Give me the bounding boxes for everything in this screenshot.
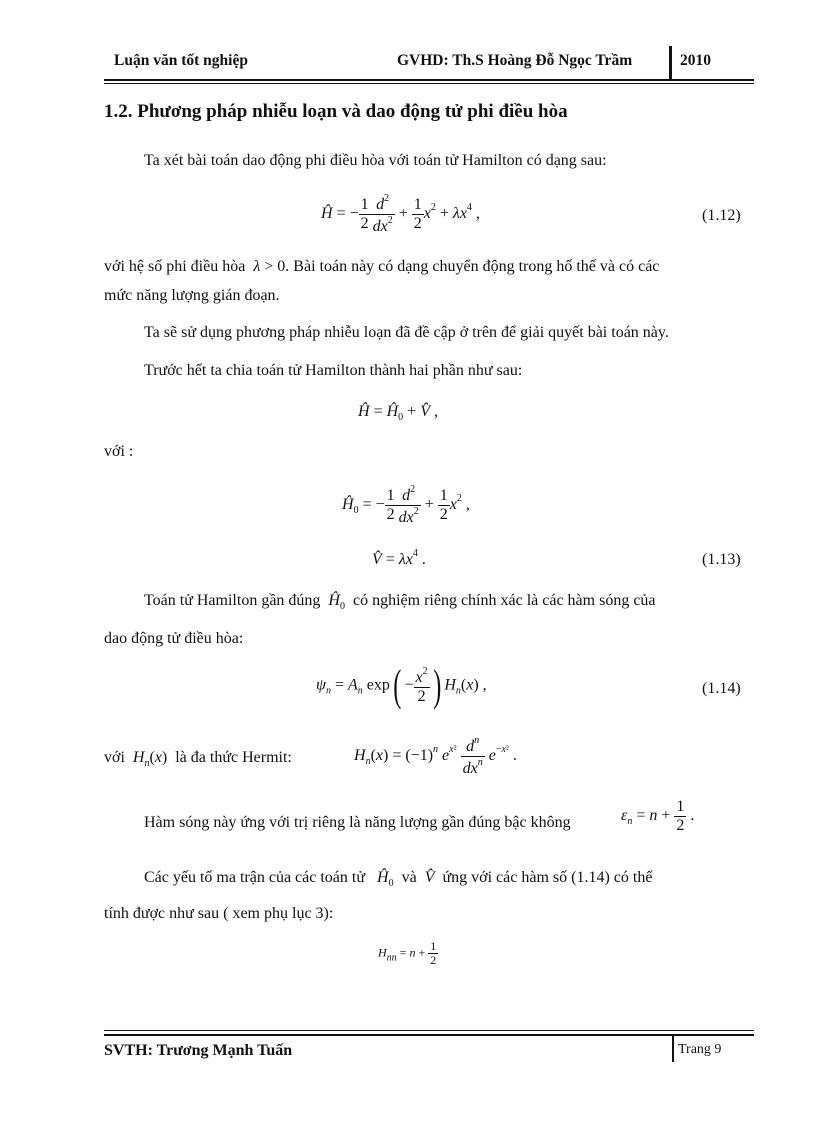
equation-number-1-13: (1.13) [702,551,741,568]
paragraph-harmonic-text-b: có nghiệm riêng chính xác là các hàm sóng của [352,592,656,609]
footer-rule [104,1034,754,1036]
paragraph-matrix-text-c: ứng với các hàm số (1.14) có thể [442,869,653,886]
paragraph-anharmonic-text-a: với hệ số phi điều hòa [104,258,246,275]
equation-hermite-polynomial: $H_n(x) = (-1)^n$ $e^{x^2}$ $\frac{d^n}{dx^n}$ $e^{-x^2}$ . [354,735,517,777]
header-separator [669,46,672,80]
paragraph-anharmonic: với hệ số phi điều hòa λ > 0. Bài toán này có dạng chuyển động trong hố thế và có các [104,258,660,275]
footer-page-number: Trang 9 [678,1042,722,1057]
paragraph-harmonic: Toán tử Hamilton gần đúng $Ĥ_0$ có nghiệm riêng chính xác là các hàm sóng của [144,592,656,612]
equation-split: Ĥ = $Ĥ_0$ + V̂ , [358,403,438,423]
equation-matrix-element: $H_{nn} = n$ + $\frac{1}{2}$ [378,939,437,968]
footer-author: SVTH: Trương Mạnh Tuấn [104,1042,293,1059]
equation-eigenvalue: $\varepsilon_n = n$ + $\frac{1}{2}$ . [621,798,695,834]
equation-h0: $Ĥ_0$ = − $\frac{1}{2}$ $\frac{d^2}{dx^2}$ + $\frac{1}{2}$ $x^2$ , [342,484,470,526]
paragraph-harmonic-cont: dao động tử điều hòa: [104,630,244,647]
equation-number-1-12: (1.12) [702,207,741,224]
paragraph-hermite: với $H_n(x)$ là đa thức Hermit: [104,749,292,769]
equation-1-13: V̂ = $\lambda x^4$ . [372,548,426,568]
equation-1-14: $\psi_n = A_n$ exp( − $\frac{x^2}{2}$ ) $H_n(x)$ , [316,661,487,710]
header-rule-thin [104,83,754,84]
footer-rule-thin [104,1030,754,1031]
section-title: 1.2. Phương pháp nhiễu loạn và dao động tử phi điều hòa [104,101,568,122]
paragraph-method: Ta sẽ sử dụng phương pháp nhiễu loạn đã đề cập ở trên để giải quyết bài toán này. [144,324,669,341]
paragraph-anharmonic-text-b: . Bài toán này có dạng chuyển động trong hố thế và có các [285,258,660,275]
paragraph-split: Trước hết ta chia toán tử Hamilton thành hai phần như sau: [144,362,523,379]
paragraph-anharmonic-cont: mức năng lượng gián đoạn. [104,287,280,304]
paragraph-hermite-text-b: là đa thức Hermit: [175,749,292,766]
header-thesis-label: Luận văn tốt nghiệp [114,52,248,69]
footer-separator [672,1034,674,1062]
paragraph-matrix-cont: tính được như sau ( xem phụ lục 3): [104,905,334,922]
equation-number-1-14: (1.14) [702,680,741,697]
paragraph-matrix-text-b: và [401,869,417,886]
equation-1-12: Ĥ = − $\frac{1}{2}$ $\frac{d^2}{dx^2}$ + $\frac{1}{2}$ $x^2 + \lambda x^4$ , [321,193,480,235]
header-advisor: GVHD: Th.S Hoàng Đỗ Ngọc Trầm [397,52,633,69]
paragraph-hermite-text-a: với [104,749,125,766]
paragraph-harmonic-text-a: Toán tử Hamilton gần đúng [144,592,321,609]
paragraph-where: với : [104,443,134,460]
paragraph-eigenvalue: Hàm sóng này ứng với trị riêng là năng lượng gần đúng bậc không [144,814,571,831]
paragraph-matrix: Các yếu tố ma trận của các toán tử $Ĥ_0$ và V̂ ứng với các hàm số (1.14) có thể [144,869,653,889]
header-rule [104,79,754,81]
header-year: 2010 [680,52,711,69]
paragraph-intro: Ta xét bài toán dao động phi điều hòa với toán tử Hamilton có dạng sau: [144,152,607,169]
paragraph-matrix-text-a: Các yếu tố ma trận của các toán tử [144,869,366,886]
